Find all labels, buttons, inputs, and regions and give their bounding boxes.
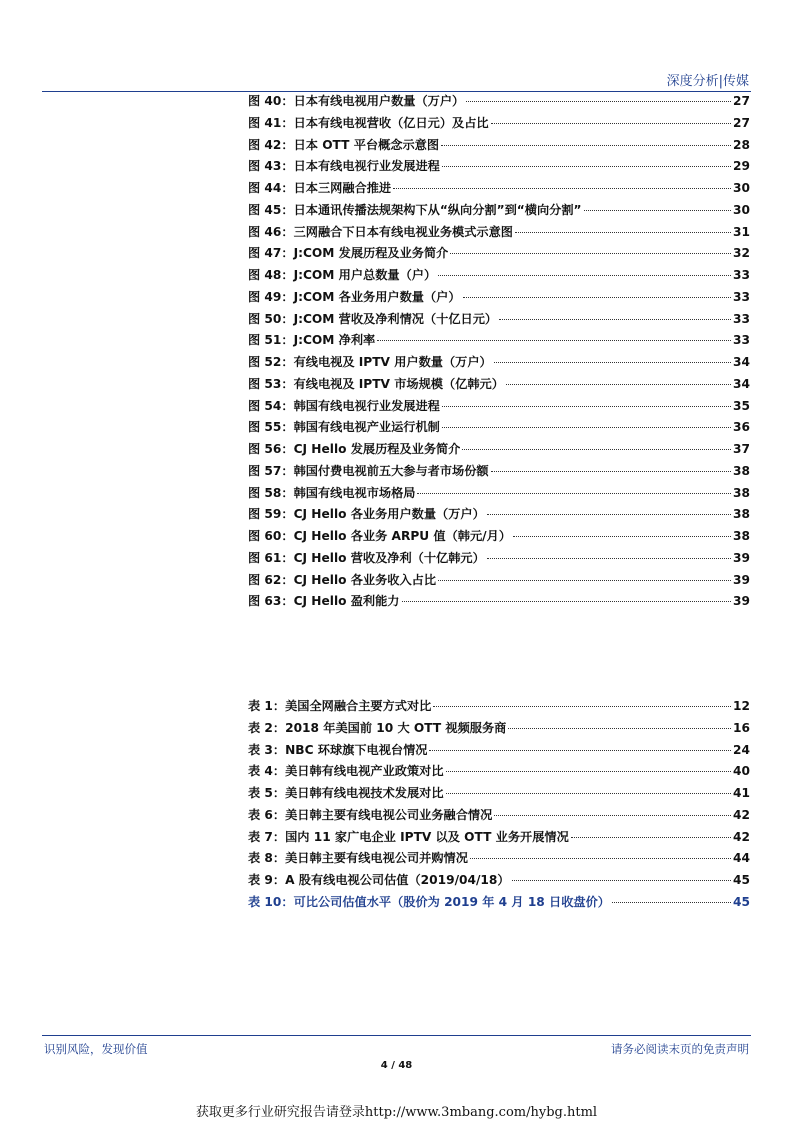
figure-entry-label: 图 47：J:COM 发展历程及业务简介 <box>248 246 449 261</box>
figure-entry[interactable] <box>248 375 750 397</box>
leader-dots <box>446 771 731 772</box>
figure-entry[interactable] <box>248 179 750 201</box>
table-entry-page: 45 <box>733 894 750 909</box>
figure-entry[interactable] <box>248 440 750 462</box>
figure-entry-label: 图 50：J:COM 营收及净利情况（十亿日元） <box>248 311 498 326</box>
figure-entry[interactable] <box>248 484 750 506</box>
figure-entry[interactable] <box>248 223 750 245</box>
figure-entry-page: 29 <box>733 159 750 174</box>
table-entry[interactable] <box>248 762 750 784</box>
table-entry[interactable] <box>248 893 750 915</box>
leader-dots <box>494 362 731 363</box>
leader-dots <box>438 275 731 276</box>
leader-dots <box>470 858 731 859</box>
figure-entry-page: 39 <box>733 594 750 609</box>
figure-entry[interactable] <box>248 571 750 593</box>
figure-entry[interactable] <box>248 505 750 527</box>
header-section-label: 深度分析|传媒 <box>666 74 749 89</box>
figure-entry-label: 图 52：有线电视及 IPTV 用户数量（万户） <box>248 355 492 369</box>
figure-entry-label: 图 57：韩国付费电视前五大参与者市场份额 <box>248 463 489 478</box>
figure-entry-page: 34 <box>733 376 750 391</box>
figure-entry-page: 28 <box>733 137 750 152</box>
table-entry[interactable] <box>248 828 750 850</box>
figure-entry-page: 31 <box>733 224 750 239</box>
figure-entry[interactable] <box>248 397 750 419</box>
figure-entry[interactable] <box>248 92 750 114</box>
figure-entry-label: 图 56：CJ Hello 发展历程及业务简介 <box>248 442 461 456</box>
figure-entry[interactable] <box>248 114 750 136</box>
table-entry-label: 表 2：2018 年美国前 10 大 OTT 视频服务商 <box>248 720 507 735</box>
leader-dots <box>442 166 731 167</box>
table-entry-page: 45 <box>733 873 750 887</box>
leader-dots <box>377 340 731 341</box>
figure-entry-label: 图 62：CJ Hello 各业务收入占比 <box>248 572 437 587</box>
figure-entry-label: 图 43：日本有线电视行业发展进程 <box>248 159 440 174</box>
figure-entry-page: 38 <box>733 485 750 500</box>
table-entry-label: 表 7：国内 11 家广电企业 IPTV 以及 OTT 业务开展情况 <box>248 829 569 844</box>
figure-entry-label: 图 42：日本 OTT 平台概念示意图 <box>248 137 440 152</box>
leader-dots <box>571 837 731 838</box>
leader-dots <box>462 449 731 450</box>
figure-entry-label: 图 51：J:COM 净利率 <box>248 333 376 348</box>
figure-entry-label: 图 44：日本三网融合推进 <box>248 181 392 195</box>
leader-dots <box>491 123 731 124</box>
leader-dots <box>487 558 731 559</box>
figure-entry[interactable] <box>248 310 750 332</box>
figure-entry-page: 34 <box>733 355 750 369</box>
table-entry-label: 表 3：NBC 环球旗下电视台情况 <box>248 742 428 757</box>
figure-entry[interactable] <box>248 353 750 375</box>
table-entry-page: 16 <box>733 720 750 735</box>
figure-entry[interactable] <box>248 157 750 179</box>
leader-dots <box>402 601 732 602</box>
figure-entry-page: 33 <box>733 311 750 326</box>
table-list <box>248 697 750 915</box>
table-entry-page: 40 <box>733 764 750 779</box>
figure-entry-page: 30 <box>733 202 750 217</box>
leader-dots <box>491 471 731 472</box>
leader-dots <box>446 793 731 794</box>
figure-entry[interactable] <box>248 136 750 158</box>
leader-dots <box>612 902 731 903</box>
footer-disclaimer-note: 请务必阅读末页的免责声明 <box>611 1042 749 1056</box>
figure-entry-page: 33 <box>733 268 750 282</box>
figure-entry-label: 图 61：CJ Hello 营收及净利（十亿韩元） <box>248 550 485 565</box>
leader-dots <box>433 706 731 707</box>
figure-entry-page: 30 <box>733 181 750 195</box>
figure-entry-page: 39 <box>733 572 750 587</box>
table-entry-label: 表 1：美国全网融合主要方式对比 <box>248 699 432 713</box>
leader-dots <box>584 210 731 211</box>
leader-dots <box>494 815 731 816</box>
figure-entry[interactable] <box>248 462 750 484</box>
figure-entry-page: 27 <box>733 115 750 130</box>
figure-entry[interactable] <box>248 527 750 549</box>
leader-dots <box>506 384 731 385</box>
table-entry-label: 表 5：美日韩有线电视技术发展对比 <box>248 786 444 800</box>
table-entry-label: 表 8：美日韩主要有线电视公司并购情况 <box>248 851 468 866</box>
table-entry-page: 44 <box>733 851 750 866</box>
table-entry-label: 表 9：A 股有线电视公司估值（2019/04/18） <box>248 873 510 887</box>
watermark-link[interactable]: 获取更多行业研究报告请登录http://www.3mbang.com/hybg.html <box>195 1105 598 1120</box>
figure-entry[interactable] <box>248 244 750 266</box>
leader-dots <box>513 536 731 537</box>
leader-dots <box>508 728 731 729</box>
figure-entry-label: 图 48：J:COM 用户总数量（户） <box>248 268 437 282</box>
table-entry[interactable] <box>248 741 750 763</box>
leader-dots <box>450 253 731 254</box>
figure-entry[interactable] <box>248 592 750 614</box>
table-entry-page: 41 <box>733 786 750 800</box>
figure-entry[interactable] <box>248 266 750 288</box>
leader-dots <box>499 319 731 320</box>
figure-entry-label: 图 46：三网融合下日本有线电视业务模式示意图 <box>248 224 513 239</box>
table-entry-label: 表 4：美日韩有线电视产业政策对比 <box>248 764 444 779</box>
figure-entry-label: 图 59：CJ Hello 各业务用户数量（万户） <box>248 507 485 522</box>
figure-entry[interactable] <box>248 288 750 310</box>
leader-dots <box>512 880 731 881</box>
figure-entry-label: 图 55：韩国有线电视产业运行机制 <box>248 420 440 435</box>
figure-entry-label: 图 54：韩国有线电视行业发展进程 <box>248 398 440 413</box>
figure-entry[interactable] <box>248 331 750 353</box>
figure-entry-page: 33 <box>733 333 750 348</box>
table-entry-page: 12 <box>733 699 750 713</box>
figure-entry-page: 37 <box>733 442 750 456</box>
table-entry-label: 表 10：可比公司估值水平（股价为 2019 年 4 月 18 日收盘价） <box>248 894 610 909</box>
footer-divider <box>42 1035 751 1036</box>
figure-entry-page: 33 <box>733 289 750 304</box>
leader-dots <box>466 101 731 102</box>
leader-dots <box>393 188 731 189</box>
leader-dots <box>442 427 731 428</box>
figure-entry[interactable] <box>248 201 750 223</box>
figure-entry-page: 36 <box>733 420 750 435</box>
leader-dots <box>463 297 731 298</box>
figure-entry-page: 39 <box>733 550 750 565</box>
leader-dots <box>441 145 731 146</box>
figure-entry-label: 图 49：J:COM 各业务用户数量（户） <box>248 289 461 304</box>
figure-list <box>248 92 750 614</box>
leader-dots <box>442 406 731 407</box>
figure-entry-page: 35 <box>733 398 750 413</box>
figure-entry[interactable] <box>248 549 750 571</box>
leader-dots <box>438 580 731 581</box>
footer-slogan: 识别风险，发现价值 <box>44 1042 148 1056</box>
table-entry[interactable] <box>248 719 750 741</box>
figure-entry-page: 27 <box>733 94 750 108</box>
table-entry-page: 42 <box>733 807 750 822</box>
table-entry-label: 表 6：美日韩主要有线电视公司业务融合情况 <box>248 807 493 822</box>
table-entry[interactable] <box>248 806 750 828</box>
table-entry[interactable] <box>248 697 750 719</box>
leader-dots <box>429 750 731 751</box>
table-entry[interactable] <box>248 849 750 871</box>
figure-entry-label: 图 63：CJ Hello 盈利能力 <box>248 594 400 609</box>
figure-entry-page: 38 <box>733 507 750 522</box>
leader-dots <box>487 514 731 515</box>
figure-entry-label: 图 58：韩国有线电视市场格局 <box>248 485 416 500</box>
figure-entry-label: 图 60：CJ Hello 各业务 ARPU 值（韩元/月） <box>248 529 512 543</box>
table-entry-page: 24 <box>733 742 750 757</box>
figure-entry-label: 图 41：日本有线电视营收（亿日元）及占比 <box>248 115 489 130</box>
page-number: 4 / 48 <box>380 1060 413 1071</box>
leader-dots <box>417 493 731 494</box>
figure-entry-page: 38 <box>733 529 750 543</box>
table-entry[interactable] <box>248 871 750 893</box>
figure-entry-label: 图 40：日本有线电视用户数量（万户） <box>248 94 465 108</box>
leader-dots <box>515 232 731 233</box>
table-entry-page: 42 <box>733 829 750 844</box>
table-entry[interactable] <box>248 784 750 806</box>
figure-entry-page: 32 <box>733 246 750 261</box>
figure-entry-page: 38 <box>733 463 750 478</box>
figure-entry-label: 图 53：有线电视及 IPTV 市场规模（亿韩元） <box>248 376 504 391</box>
figure-entry-label: 图 45：日本通讯传播法规架构下从“纵向分割”到“横向分割” <box>248 202 582 217</box>
figure-entry[interactable] <box>248 418 750 440</box>
